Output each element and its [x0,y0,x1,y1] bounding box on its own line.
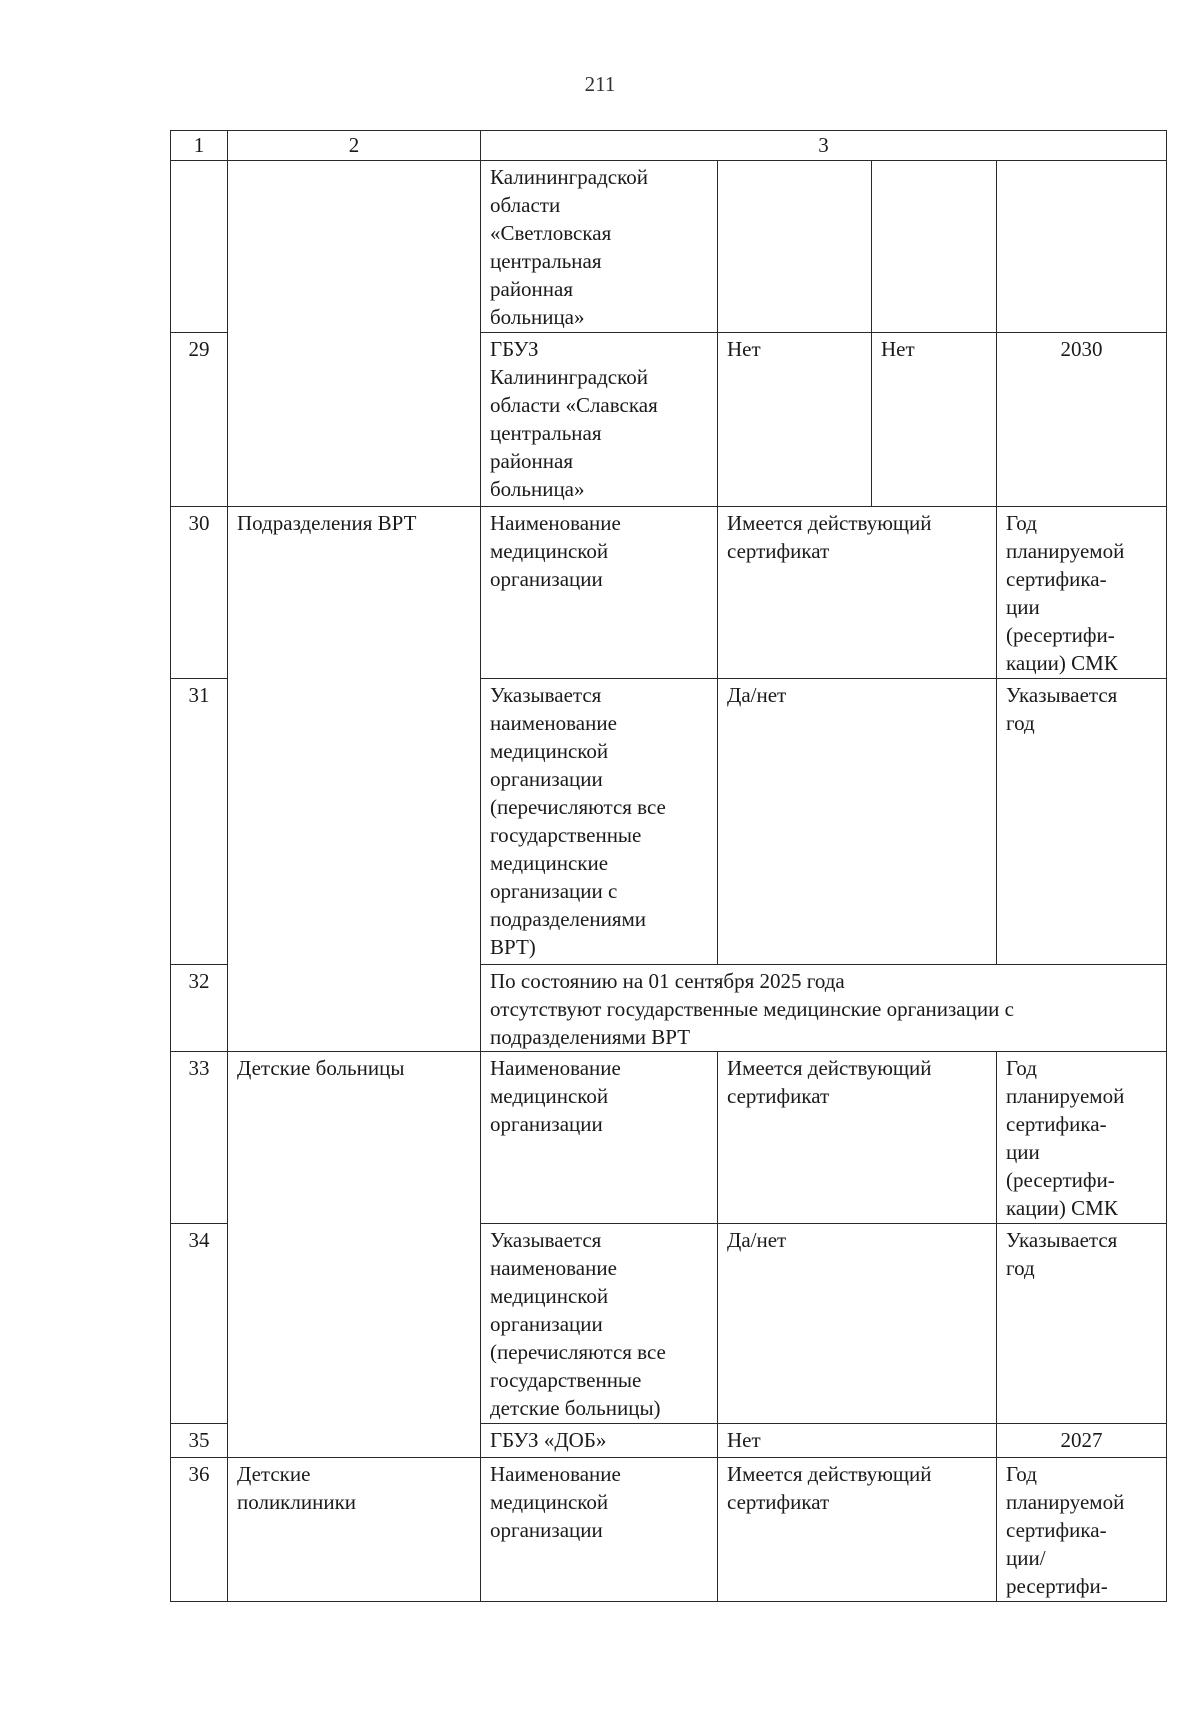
row-number: 31 [171,679,228,965]
org-name-text: Калининградской области «Светловская центральная районная больница» [490,165,648,329]
name-header-text: Наименование медицинской организации [490,511,621,591]
name-header-text: Наименование медицинской организации [490,1056,621,1136]
row-number: 32 [171,965,228,1052]
cell-cert: Да/нет [718,679,997,965]
category-label: Детские больницы [237,1056,405,1080]
cell-cert: Да/нет [718,1224,997,1424]
table-row-33 [171,1052,1167,1224]
year-text: Указывается год [1006,683,1118,735]
note-text: По состоянию на 01 сентября 2025 года отсутствуют государственные медицинские организации с подразделениями ВРТ [490,969,1014,1049]
cell-num-empty [171,161,228,333]
year-text: Указывается год [1006,1228,1118,1280]
cell-cert-b: Нет [872,333,997,507]
category-vrt [228,507,481,1052]
cell-name-header [481,1458,718,1602]
cell-name-header [481,507,718,679]
cert-header-text: Имеется действующий сертификат [727,1462,932,1514]
name-text: Указывается наименование медицинской организации (перечисляются все государственные медицинские организации с подразделениями ВРТ) [490,683,666,959]
cell-year-header [997,1458,1167,1602]
row-number: 29 [171,333,228,507]
category-children-hospitals [228,1052,481,1458]
category-children-clinics [228,1458,481,1602]
certification-table [170,130,1167,1602]
cell-empty [718,161,872,333]
page-number: 211 [584,72,616,96]
cell-year [997,679,1167,965]
cell-cert-header [718,507,997,679]
cell-year: 2027 [997,1424,1167,1458]
year-header-text: Год планируемой сертифика- ции (ресертифи- кации) СМК [1006,1056,1125,1220]
cell-org-name [481,161,718,333]
row-number: 36 [171,1458,228,1602]
cell-category-empty [228,161,481,507]
cell-cert: Нет [718,1424,997,1458]
cell-org-name: ГБУЗ «ДОБ» [481,1424,718,1458]
table-row-continuation [171,161,1167,333]
row-number: 35 [171,1424,228,1458]
cell-year [997,1224,1167,1424]
year-header-text: Год планируемой сертифика- ции (ресертифи- кации) СМК [1006,511,1125,675]
cell-year-header [997,1052,1167,1224]
category-label: Подразделения ВРТ [237,511,417,535]
year-header-text: Год планируемой сертифика- ции/ ресертифи- [1006,1462,1125,1598]
cell-empty [997,161,1167,333]
row-number: 33 [171,1052,228,1224]
cell-name-header [481,1052,718,1224]
cell-note [481,965,1167,1052]
row-number: 30 [171,507,228,679]
row-number: 34 [171,1224,228,1424]
cell-cert-header [718,1052,997,1224]
cell-name [481,679,718,965]
name-text: Указывается наименование медицинской организации (перечисляются все государственные детские больницы) [490,1228,666,1420]
header-col-3: 3 [481,131,1167,161]
category-label: Детские поликлиники [237,1462,357,1514]
cell-cert-a: Нет [718,333,872,507]
table-row-30 [171,507,1167,679]
header-col-1: 1 [171,131,228,161]
cell-name [481,1224,718,1424]
header-col-2: 2 [228,131,481,161]
cell-cert-header [718,1458,997,1602]
cell-year: 2030 [997,333,1167,507]
cell-empty [872,161,997,333]
header-row [171,131,1167,161]
cell-org-name [481,333,718,507]
name-header-text: Наименование медицинской организации [490,1462,621,1542]
cert-header-text: Имеется действующий сертификат [727,1056,932,1108]
cert-header-text: Имеется действующий сертификат [727,511,932,563]
org-name-text: ГБУЗ Калининградской области «Славская центральная районная больница» [490,337,658,501]
cell-year-header [997,507,1167,679]
table-row-36 [171,1458,1167,1602]
